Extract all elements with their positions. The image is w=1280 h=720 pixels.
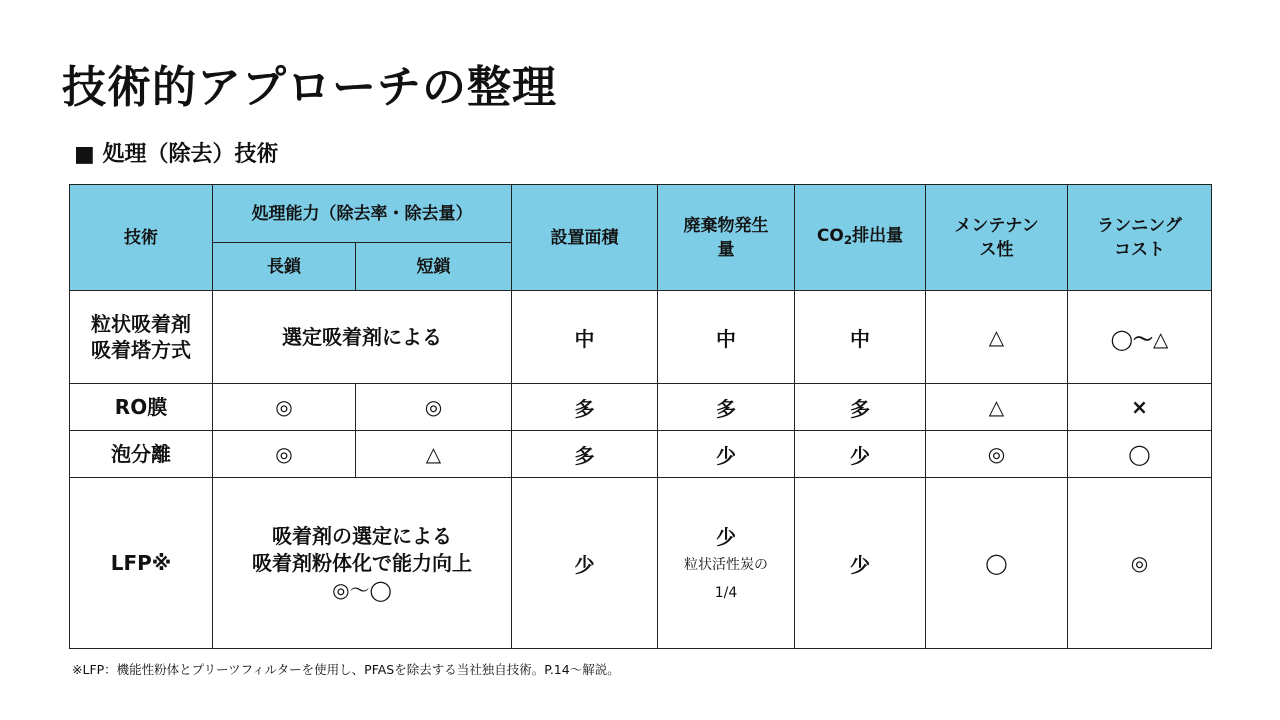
header-running-line1: ランニング — [1097, 215, 1182, 236]
row-tech: RO膜 — [70, 384, 213, 431]
header-waste-line1: 廃棄物発生 — [683, 215, 769, 236]
row-waste: 少 — [658, 431, 795, 478]
row-co2: 中 — [795, 291, 926, 384]
header-waste-line2: 量 — [717, 239, 735, 260]
row-tech-line1: 粒状吸着剤 — [91, 312, 191, 336]
row-running-cost: ◯〜△ — [1068, 291, 1212, 384]
row-waste: 中 — [658, 291, 795, 384]
row-long-chain: ◎ — [213, 431, 356, 478]
table-row — [70, 478, 1212, 649]
header-maintenance — [926, 185, 1068, 291]
header-co2 — [795, 185, 926, 291]
header-technology: 技術 — [70, 185, 213, 291]
row-maintenance: △ — [926, 291, 1068, 384]
row-maintenance: ◯ — [926, 478, 1068, 649]
row-tech — [70, 291, 213, 384]
table-row — [70, 431, 1212, 478]
page-title: 技術的アプローチの整理 — [62, 62, 557, 113]
header-running-cost — [1068, 185, 1212, 291]
row-tech: LFP※ — [70, 478, 213, 649]
header-co2-prefix: CO — [816, 225, 844, 246]
row-running-cost: ◯ — [1068, 431, 1212, 478]
header-maintenance-line1: メンテナン — [954, 215, 1039, 236]
header-co2-sub: 2 — [843, 232, 853, 247]
row-tech-line2: 吸着塔方式 — [91, 338, 191, 362]
row-capacity-line2: 吸着剤粉体化で能力向上 — [252, 550, 472, 575]
comparison-table — [69, 184, 1212, 649]
header-long-chain: 長鎖 — [213, 243, 356, 291]
section-heading: ■ 処理（除去）技術 — [74, 142, 279, 167]
header-area: 設置面積 — [512, 185, 658, 291]
header-running-line2: コスト — [1114, 239, 1165, 260]
row-maintenance: △ — [926, 384, 1068, 431]
row-waste: 多 — [658, 384, 795, 431]
row-short-chain: ◎ — [356, 384, 512, 431]
table-row — [70, 384, 1212, 431]
header-short-chain: 短鎖 — [356, 243, 512, 291]
row-capacity — [213, 478, 512, 649]
row-maintenance: ◎ — [926, 431, 1068, 478]
header-co2-suffix: 排出量 — [852, 225, 904, 246]
row-co2: 少 — [795, 478, 926, 649]
table-row — [70, 291, 1212, 384]
row-waste — [658, 478, 795, 649]
row-area: 中 — [512, 291, 658, 384]
row-co2: 少 — [795, 431, 926, 478]
row-co2: 多 — [795, 384, 926, 431]
row-waste-value: 少 — [716, 524, 736, 549]
row-capacity-line3: ◎〜◯ — [332, 577, 392, 602]
row-area: 多 — [512, 431, 658, 478]
header-capacity: 処理能力（除去率・除去量） — [213, 185, 512, 243]
footnote: ※LFP：機能性粉体とプリーツフィルターを使用し、PFASを除去する当社独自技術。P.14〜解説。 — [72, 662, 620, 677]
row-area: 少 — [512, 478, 658, 649]
row-running-cost: ◎ — [1068, 478, 1212, 649]
row-waste-note-line2: 1/4 — [714, 584, 738, 601]
row-running-cost: × — [1068, 384, 1212, 431]
row-capacity: 選定吸着剤による — [213, 291, 512, 384]
row-long-chain: ◎ — [213, 384, 356, 431]
row-waste-note-line1: 粒状活性炭の — [684, 556, 768, 573]
row-area: 多 — [512, 384, 658, 431]
row-tech: 泡分離 — [70, 431, 213, 478]
header-maintenance-line2: ス性 — [979, 239, 1014, 260]
row-short-chain: △ — [356, 431, 512, 478]
header-waste — [658, 185, 795, 291]
row-capacity-line1: 吸着剤の選定による — [272, 523, 452, 548]
